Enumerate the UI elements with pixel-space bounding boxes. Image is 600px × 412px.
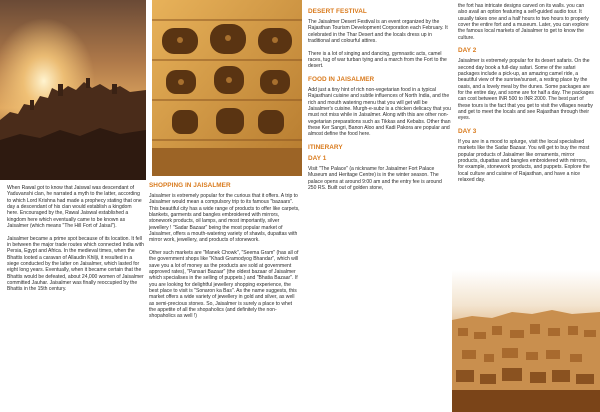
festival-food-column	[308, 8, 451, 198]
day-2-heading: DAY 2	[458, 47, 477, 55]
food-paragraph: Add just a tiny hint of rich non-vegetarian food in a typical Rajasthani cuisine and subtle influences of North India, and the rich and mouth watering menu that you will get will be Jaisalmer's cuisine. Murgh-e-subz is a chicken delicacy that you must not miss while in Jaisalmer. Along with this are other non-vegetarian preparations such as Tikkas and Kebabs. Other than these Ker Sangri, Banon Aloo and Kadi Pakora are popular and almost define the food here.	[308, 87, 451, 138]
carved-windows-photo	[152, 0, 302, 176]
day-2-paragraph: Jaisalmer is extremely popular for its desert safaris. On the second day book a full-day safari. Some of the safari packages include a pick-up, an amazing camel ride, a beautiful view of the sunrise/sunset, a resting place by the oasis, and a lovely meal by the dunes. Some packages are for the entire day, and some are for half a day. The packages can cost between INR 500 to INR 2000. The best part of these tours is the fact that you get to visit the villages nearby and get to meet the locals and see Rajasthan through their eyes.	[458, 58, 594, 122]
festival-paragraph-2: There is a lot of singing and dancing, gymnastic acts, camel races, tug of war turban tying and a march from the Fort to the desert.	[308, 50, 447, 70]
day-1-paragraph: Visit "The Palace" (a nickname for Jaisalmer Fort Palace Museum and Heritage Centre) is in the winter season. The palace opens at around 9:00 am and the entry fee is around 250 RS. Built out of golden stone,	[308, 166, 442, 192]
desert-festival-heading: DESERT FESTIVAL	[308, 8, 367, 15]
fort-sunset-photo	[0, 0, 146, 180]
day-3-heading: DAY 3	[458, 128, 477, 136]
shopping-paragraph-1: Jaisalmer is extremely popular for the curious that it offers. A trip to Jaisalmer would mean a compulsory trip to its famous "bazaars". This beautiful city has a wide range of products to offer like carpets, blankets, garments and bangles embroidered with mirrors, stonework products, oil lamps, and most importantly, silver jewellery ! "Sadar Bazaar" being the most popular market of Jaisalmer, offers a mouth-watering variety of shawls, dupattas with mirror work, jewellery, and products of stonework.	[149, 193, 300, 244]
day-1-continued-paragraph: the fort has intricate designs carved on its walls. you can also avail an option featuring a self-guided audio tour. It usually takes one and a half hours to two hours to properly cover the entire fort and a museum. Later, you can explore the famous local markets of Jaisalmer to get to know the culture.	[458, 3, 589, 41]
history-paragraph-2: Jaisalmer became a prime spot because of its location. It fell in between the major trade routes which connected India with Persia, Egypt and Africa. In the medieval times, when the Bhattis looted a caravan of Allaudin Khilji, it resulted in a siege conducted by the latter on Jaisalmer, which lasted for eight long years. Eventually, when it became certain that the Bhattis would be defeated, about 24,000 women of Jaisalmer committed Jauhar. Jaisalmer was finally reoccupied by the Bhattis in the 15th century.	[7, 235, 144, 293]
itinerary-column	[458, 3, 594, 190]
history-paragraph-1: When Rawal got to know that Jaiswal was descendant of Yaduvanshi clan, he narrated a myth to the latter, according to which Lord Krishna had made a prophecy stating that one day a descendant of his clan would establish a kingdom here. Encouraged by the, Rawal Jaiswal established a kingdom here which eventually came to be known as Jaisalmer (which means "The Hill Fort of Jaisal").	[7, 185, 142, 230]
food-heading: FOOD IN JAISALMER	[308, 76, 375, 83]
city-panorama-photo	[452, 270, 600, 412]
day-1-heading: DAY 1	[308, 155, 327, 163]
festival-paragraph-1: The Jaisalmer Desert Festival is an event organized by the Rajasthan Tourism Development Corporation each February. It celebrated in the Thar Desert and the locals dress up in traditional and colourful attires.	[308, 19, 448, 45]
shopping-column	[149, 182, 300, 326]
history-column	[7, 185, 144, 299]
shopping-heading: SHOPPING IN JAISALMER	[149, 182, 231, 189]
shopping-paragraph-2: Other such markets are "Manek Chowk", "Seema Gram" (has all of the government shops like "Khadi Gramodyog Bhandar", which will save you a lot of money as the products are sold at government approved rates), "Pansari Bazaar" (the oldest bazaar of Jaisalmer which specialises in the selling of puppets.) and "Bhatia Bazaar". If you are looking for delightful jewellery shopping experience, the best place to visit is "Sonaron ka Bas". As the name suggests, this market offers a wide variety of jewellery in gold and silver, as well as semi-precious stones. So, Jaisalmer is surely a place to whet the appetite of all the shopaholics (and definitely the non-shopaholics as well !)	[149, 250, 299, 320]
day-3-paragraph: If you are in a mood to splurge, visit the local specialised markets like the Sadar Bazaar. You will get to buy the most popular products of Jaisalmer like ornaments, mirror products, dupattas and bangles embroidered with mirrors, for example, stonework products, and puppets. Explore the local culture and cuisine of Rajasthan, and have a nice relaxed day.	[458, 139, 590, 184]
itinerary-heading: ITINERARY	[308, 144, 343, 152]
